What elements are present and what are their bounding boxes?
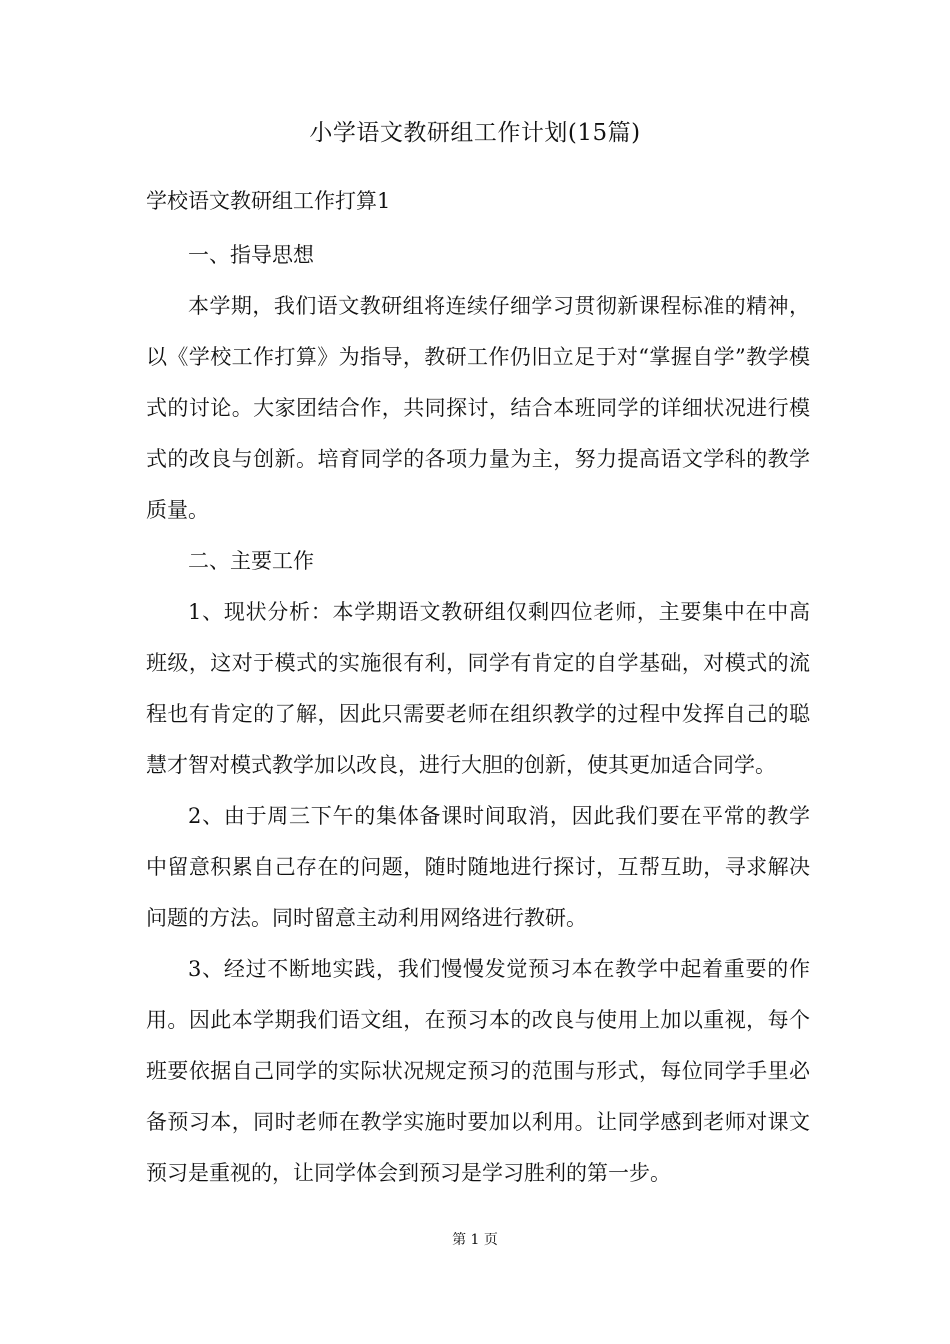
paragraph-work-item-1: 1、现状分析：本学期语文教研组仅剩四位老师，主要集中在中高班级，这对于模式的实施很有利，同学有肯定的自学基础，对模式的流程也有肯定的了解，因此只需要老师在组织教学的过程中发挥自己的聪慧才智对模式教学加以改良，进行大胆的创新，使其更加适合同学。 [146,600,810,777]
page-number: 第 1 页 [452,1232,498,1248]
section-heading-main-work: 二、主要工作 [188,549,314,573]
document-body [146,230,810,1199]
section-heading-guiding-thought: 一、指导思想 [188,243,314,267]
paragraph-guiding-thought: 本学期，我们语文教研组将连续仔细学习贯彻新课程标准的精神，以《学校工作打算》为指导，教研工作仍旧立足于对“掌握自学”教学模式的讨论。大家团结合作，共同探讨，结合本班同学的详细状况进行模式的改良与创新。培育同学的各项力量为主，努力提高语文学科的教学质量。 [146,294,810,522]
document-subtitle: 学校语文教研组工作打算1 [146,189,391,213]
document-title: 小学语文教研组工作计划(15篇) [309,120,641,146]
paragraph-work-item-3: 3、经过不断地实践，我们慢慢发觉预习本在教学中起着重要的作用。因此本学期我们语文组，在预习本的改良与使用上加以重视，每个班要依据自己同学的实际状况规定预习的范围与形式，每位同学手里必备预习本，同时老师在教学实施时要加以利用。让同学感到老师对课文预习是重视的，让同学体会到预习是学习胜利的第一步。 [146,957,810,1185]
paragraph-work-item-2: 2、由于周三下午的集体备课时间取消，因此我们要在平常的教学中留意积累自己存在的问题，随时随地进行探讨，互帮互助，寻求解决问题的方法。同时留意主动利用网络进行教研。 [146,804,810,930]
